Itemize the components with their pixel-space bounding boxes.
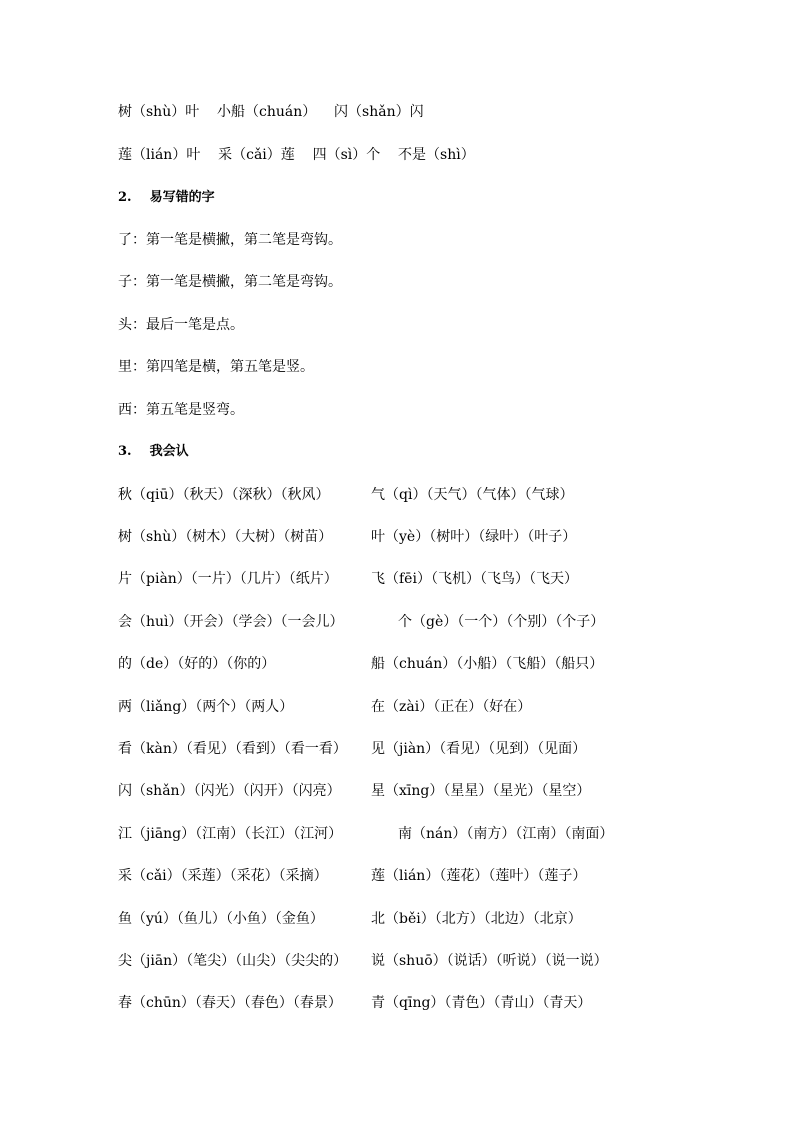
vocab-entry-left: 江（jiāng）（江南）（长江）（江河） bbox=[118, 826, 343, 842]
intro-line-2: 莲（lián）叶 采（cǎi）莲 四（sì）个 不是（shì） bbox=[118, 147, 475, 163]
vocab-entry-right: 星（xīng）（星星）（星光）（星空） bbox=[371, 783, 591, 799]
vocab-entry-left: 尖（jiān）（笔尖）（山尖）（尖尖的） bbox=[118, 953, 348, 969]
vocab-entry-left: 的（de）（好的）（你的） bbox=[118, 656, 276, 672]
vocab-entry-right: 北（běi）（北方）（北边）（北京） bbox=[371, 911, 582, 927]
vocab-entry-right: 南（nán）（南方）（江南）（南面） bbox=[398, 826, 614, 842]
vocab-entry-right: 见（jiàn）（看见）（见到）（见面） bbox=[371, 741, 587, 757]
intro-line-1: 树（shù）叶 小船（chuán） 闪（shǎn）闪 bbox=[118, 104, 424, 120]
vocab-entry-left: 采（cǎi）（采莲）（采花）（采摘） bbox=[118, 868, 328, 884]
section-2-heading: 2. 易写错的字 bbox=[118, 190, 215, 205]
vocab-entry-left: 片（piàn）（一片）（几片）（纸片） bbox=[118, 571, 338, 587]
vocab-entry-right: 飞（fēi）（飞机）（飞鸟）（飞天） bbox=[371, 571, 578, 587]
vocab-entry-right: 在（zài）（正在）（好在） bbox=[371, 699, 532, 715]
vocab-entry-left: 春（chūn）（春天）（春色）（春景） bbox=[118, 995, 342, 1011]
stroke-rule-item: 头：最后一笔是点。 bbox=[118, 317, 244, 333]
vocab-entry-left: 树（shù）（树木）（大树）（树苗） bbox=[118, 529, 333, 545]
stroke-rule-item: 西：第五笔是竖弯。 bbox=[118, 402, 244, 418]
vocab-entry-left: 会（huì）（开会）（学会）（一会儿） bbox=[118, 614, 344, 630]
vocab-entry-right: 气（qì）（天气）（气体）（气球） bbox=[371, 487, 574, 503]
vocab-entry-right: 叶（yè）（树叶）（绿叶）（叶子） bbox=[371, 529, 577, 545]
stroke-rule-item: 了：第一笔是横撇，第二笔是弯钩。 bbox=[118, 232, 342, 248]
vocab-entry-right: 船（chuán）（小船）（飞船）（船只） bbox=[371, 656, 604, 672]
stroke-rule-item: 子：第一笔是横撇，第二笔是弯钩。 bbox=[118, 274, 342, 290]
vocab-entry-right: 个（gè）（一个）（个别）（个子） bbox=[398, 614, 605, 630]
vocab-entry-right: 莲（lián）（莲花）（莲叶）（莲子） bbox=[371, 868, 587, 884]
vocab-entry-right: 青（qīng）（青色）（青山）（青天） bbox=[371, 995, 592, 1011]
vocab-entry-left: 两（liǎng）（两个）（两人） bbox=[118, 699, 294, 715]
vocab-entry-left: 闪（shǎn）（闪光）（闪开）（闪亮） bbox=[118, 783, 341, 799]
vocab-entry-left: 看（kàn）（看见）（看到）（看一看） bbox=[118, 741, 347, 757]
vocab-entry-left: 秋（qiū）（秋天）（深秋）（秋风） bbox=[118, 487, 330, 503]
vocab-entry-right: 说（shuō）（说话）（听说）（说一说） bbox=[371, 953, 608, 969]
stroke-rule-item: 里：第四笔是横，第五笔是竖。 bbox=[118, 359, 314, 375]
vocab-entry-left: 鱼（yú）（鱼儿）（小鱼）（金鱼） bbox=[118, 911, 324, 927]
section-3-heading: 3. 我会认 bbox=[118, 444, 189, 459]
